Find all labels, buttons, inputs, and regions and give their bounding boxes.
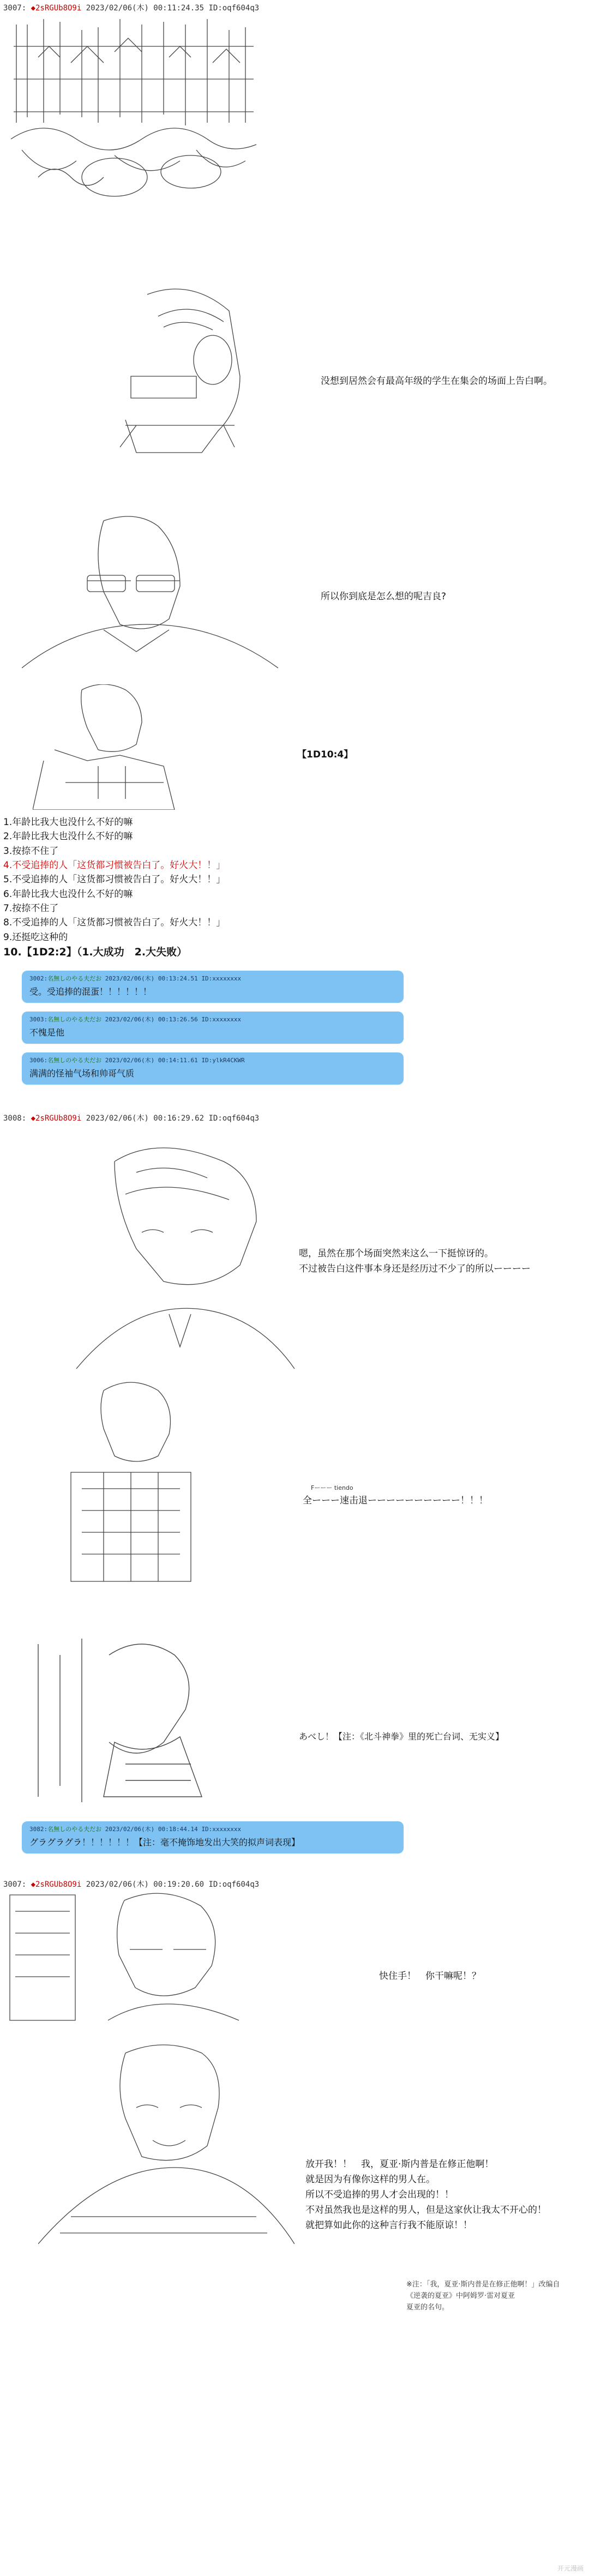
dialogue-8: 放开我！！ 我，夏亚·斯内普是在修正他啊！ 就是因为有像你这样的男人在。 所以不受追捧的男人才会出现的！！ 不对虽然我也是这样的男人，但是这家伙让我太不开心的！ 就把算如此你的这种言行我不能原谅！！ [305, 2159, 546, 2231]
reply-text: 满满的怪袖气场和帅哥气质 [29, 1068, 135, 1079]
post-header: 3008: ◆2sRGUb8O9i 2023/02/06(木) 00:16:29.62 ID:oqf604q3 [3, 1114, 260, 1123]
dialogue-4: 嗯，虽然在那个场面突然来这么一下挺惊讶的。 不过被告白这件事本身还是经历过不少了的所以ーーーー [299, 1248, 531, 1275]
ascii-art-headphones [109, 284, 251, 469]
reply-card[interactable] [22, 971, 404, 1003]
dice-roll-2: 10.【1D2:2】（1.大成功 2.大失败） [3, 946, 188, 959]
reply-text: グラグラグラ！！！！！！【注：毫不掩饰地发出大笑的拟声词表现】 [29, 1837, 300, 1847]
choice-item: 6.年龄比我大也没什么不好的嘛 [3, 888, 133, 900]
dialogue-2: 所以你到底是怎么想的呢吉良? [321, 591, 447, 602]
dice-roll-1: 【1D10:4】 [297, 749, 353, 760]
reply-card[interactable] [22, 1052, 404, 1085]
post-id: ID:oqf604q3 [208, 4, 260, 13]
poster-name: ◆2sRGUb8O9i [31, 1880, 82, 1889]
ascii-art-two-characters [4, 1889, 261, 2026]
reply-meta: 3006:名無しのやる夫だお 2023/02/06(木) 00:14:11.61 ID:ylkR4CKWR [29, 1057, 245, 1064]
choice-item: 3.按捺不住了 [3, 845, 59, 857]
poster-name: ◆2sRGUb8O9i [31, 1114, 82, 1123]
reply-meta: 3002:名無しのやる夫だお 2023/02/06(木) 00:13:24.51 ID:xxxxxxxx [29, 975, 242, 982]
choice-item: 9.还挺吃这种的 [3, 931, 68, 943]
post-number[interactable]: 3008 [3, 1114, 22, 1123]
ascii-art-standing-boy [33, 684, 196, 810]
post-number[interactable]: 3007 [3, 1880, 22, 1889]
post-date: 2023/02/06(木) 00:16:29.62 [86, 1114, 205, 1123]
dialogue-7: 快住手！ 你干嘛呢！？ [379, 1971, 481, 1982]
post-number[interactable]: 3007 [3, 4, 22, 13]
reply-list [22, 1821, 404, 1862]
reply-meta: 3082:名無しのやる夫だお 2023/02/06(木) 00:18:44.14 ID:xxxxxxxx [29, 1826, 242, 1833]
choice-item: 8.不受追捧的人「这货都习惯被告白了。好火大！！」 [3, 917, 226, 929]
post-id: ID:oqf604q3 [208, 1880, 260, 1889]
watermark: 开元漫画 [557, 2565, 584, 2572]
choice-item-selected: 4.不受追捧的人「这货都习惯被告白了。好火大！！」 [3, 860, 226, 871]
ascii-art-boy-portrait [60, 1140, 305, 1374]
reply-text: 受。受追捧的混蛋！！！！！！ [29, 986, 152, 997]
choice-item: 5.不受追捧的人「这货都习惯被告白了。好火大！！」 [3, 874, 226, 886]
reply-list [22, 971, 404, 1093]
choice-item: 1.年龄比我大也没什么不好的嘛 [3, 817, 133, 828]
post-date: 2023/02/06(木) 00:19:20.60 [86, 1880, 205, 1889]
ruby-text: Fーーー tiendo [311, 1484, 353, 1491]
dialogue-6: あべし！【注：《北斗神拳》里的死亡台词、无实义】 [299, 1731, 504, 1742]
ascii-art-fist-boy [49, 1380, 213, 1598]
choice-list [3, 815, 225, 961]
post-date: 2023/02/06(木) 00:11:24.35 [86, 4, 205, 13]
post-header: 3007: ◆2sRGUb8O9i 2023/02/06(木) 00:11:24.35 ID:oqf604q3 [3, 4, 260, 13]
reply-card[interactable] [22, 1821, 404, 1853]
post-id: ID:oqf604q3 [208, 1114, 260, 1123]
ascii-art-group [5, 14, 262, 204]
ascii-art-glasses-boy [22, 510, 278, 673]
poster-name: ◆2sRGUb8O9i [31, 4, 82, 13]
reply-meta: 3003:名無しのやる夫だお 2023/02/06(木) 00:13:26.56 ID:xxxxxxxx [29, 1016, 242, 1023]
reply-text: 不愧是他 [29, 1027, 65, 1038]
choice-item: 2.年龄比我大也没什么不好的嘛 [3, 831, 133, 842]
dialogue-1: 没想到居然会有最高年级的学生在集会的场面上告白啊。 [321, 376, 552, 387]
ascii-art-shouting-boy [38, 2042, 294, 2249]
ascii-art-impact [27, 1633, 235, 1813]
choice-item: 7.按捺不住了 [3, 903, 59, 914]
post-header: 3007: ◆2sRGUb8O9i 2023/02/06(木) 00:19:20.60 ID:oqf604q3 [3, 1880, 260, 1889]
reply-card[interactable] [22, 1012, 404, 1044]
dialogue-5: 全ーーー速击退ーーーーーーーーーー！！！ [303, 1495, 488, 1506]
translator-note: ※注：「我，夏亚·斯内普是在修正他啊！」改编自 《逆袭的夏亚》中阿姆罗·雷对夏亚 夏亚的名句。 [406, 2280, 560, 2312]
